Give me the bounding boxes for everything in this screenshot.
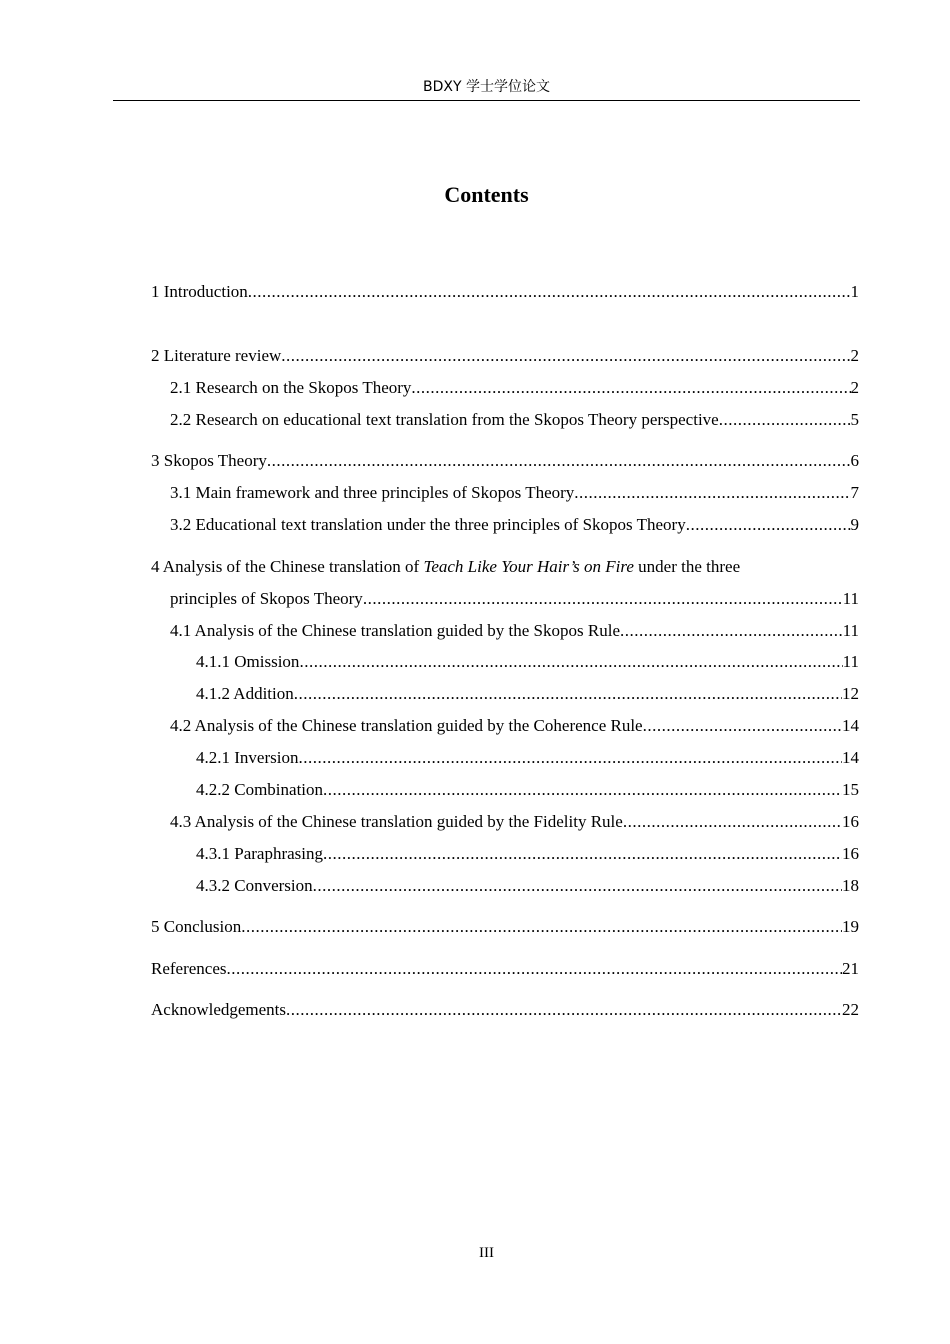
toc-entry-title: 2 Literature review (151, 346, 282, 365)
page-title: Contents (444, 182, 529, 207)
toc-entry-4-2-1[interactable] (196, 746, 859, 770)
toc-entry-page: 5 (850, 410, 859, 429)
toc-entry-4-1[interactable] (170, 619, 859, 643)
toc-entry-page: 22 (842, 1000, 859, 1019)
toc-leader-dots (299, 650, 842, 674)
toc-entry-title: 3 Skopos Theory (151, 451, 267, 470)
toc-leader-dots (363, 587, 843, 611)
toc-entry-4-3-1[interactable] (196, 842, 859, 866)
toc-entry-title: References (151, 959, 227, 978)
toc-entry-title: 4.1 Analysis of the Chinese translation guided by the Skopos Rule (170, 621, 620, 640)
page-header: BDXY 学士学位论文 (423, 79, 550, 95)
toc-leader-dots (313, 874, 842, 898)
toc-entry-references[interactable] (151, 957, 859, 981)
toc-entry-page: 18 (842, 876, 859, 895)
toc-entry-page: 1 (850, 282, 859, 301)
toc-entry-skopos-theory[interactable] (151, 449, 859, 473)
toc-entry-title: 1 Introduction (151, 282, 248, 301)
toc-entry-analysis-continuation[interactable] (170, 587, 859, 611)
toc-entry-title: 4.1.1 Omission (196, 652, 300, 671)
toc-entry-literature-review[interactable] (151, 344, 859, 368)
toc-entry-page: 7 (850, 483, 859, 502)
toc-leader-dots (294, 682, 842, 706)
toc-leader-dots (323, 842, 842, 866)
toc-entry-title: 4.1.2 Addition (196, 684, 294, 703)
toc-entry-4-1-1[interactable] (196, 650, 859, 674)
toc-leader-dots (686, 513, 851, 537)
toc-leader-dots (248, 280, 851, 304)
toc-entry-2-1[interactable] (170, 376, 859, 400)
toc-entry-page: 16 (842, 844, 859, 863)
toc-entry-title: principles of Skopos Theory (170, 589, 363, 608)
toc-leader-dots (643, 714, 842, 738)
toc-entry-title: 4 Analysis of the Chinese translation of (151, 557, 424, 576)
toc-leader-dots (623, 810, 842, 834)
toc-entry-page: 15 (842, 780, 859, 799)
toc-entry-title: 4.2.1 Inversion (196, 748, 299, 767)
toc-entry-introduction[interactable] (151, 280, 859, 304)
toc-entry-page: 11 (842, 589, 859, 608)
toc-entry-3-1[interactable] (170, 481, 859, 505)
toc-leader-dots (719, 408, 851, 432)
toc-entry-analysis-heading[interactable] (151, 555, 871, 579)
toc-entry-page: 21 (842, 959, 859, 978)
toc-entry-4-3-2[interactable] (196, 874, 859, 898)
toc-entry-3-2[interactable] (170, 513, 859, 537)
toc-leader-dots (323, 778, 842, 802)
page-number: III (479, 1245, 494, 1261)
toc-entry-title: 4.2.2 Combination (196, 780, 324, 799)
toc-entry-page: 2 (850, 346, 859, 365)
toc-leader-dots (267, 449, 851, 473)
toc-leader-dots (227, 957, 842, 981)
toc-entry-4-3[interactable] (170, 810, 859, 834)
toc-entry-page: 14 (842, 748, 859, 767)
toc-entry-page: 11 (842, 652, 859, 671)
toc-entry-title: 4.3 Analysis of the Chinese translation guided by the Fidelity Rule (170, 812, 623, 831)
toc-entry-title: 3.2 Educational text translation under the three principles of Skopos Theory (170, 515, 686, 534)
toc-entry-title: 4.3.2 Conversion (196, 876, 313, 895)
toc-leader-dots (281, 344, 850, 368)
toc-entry-title-tail: under the three (633, 557, 741, 576)
toc-entry-page: 11 (842, 621, 859, 640)
toc-entry-page: 16 (842, 812, 859, 831)
toc-entry-page: 12 (842, 684, 859, 703)
toc-leader-dots (241, 915, 842, 939)
toc-entry-2-2[interactable] (170, 408, 859, 432)
toc-entry-4-1-2[interactable] (196, 682, 859, 706)
toc-entry-title: 5 Conclusion (151, 917, 242, 936)
toc-entry-page: 14 (842, 716, 859, 735)
toc-entry-title: 4.3.1 Paraphrasing (196, 844, 324, 863)
toc-entry-conclusion[interactable] (151, 915, 859, 939)
toc-leader-dots (620, 619, 843, 643)
toc-entry-title: Acknowledgements (151, 1000, 287, 1019)
toc-leader-dots (574, 481, 850, 505)
toc-entry-acknowledgements[interactable] (151, 998, 859, 1022)
toc-entry-title: 3.1 Main framework and three principles of Skopos Theory (170, 483, 575, 502)
toc-entry-4-2[interactable] (170, 714, 859, 738)
toc-entry-title: 4.2 Analysis of the Chinese translation guided by the Coherence Rule (170, 716, 643, 735)
toc-entry-page: 2 (850, 378, 859, 397)
toc-entry-4-2-2[interactable] (196, 778, 859, 802)
toc-entry-page: 6 (850, 451, 859, 470)
toc-entry-title: 2.2 Research on educational text translation from the Skopos Theory perspective (170, 410, 719, 429)
toc-entry-page: 19 (842, 917, 859, 936)
book-title: Teach Like Your Hair’s on Fire (423, 557, 634, 576)
toc-leader-dots (298, 746, 842, 770)
toc-entry-title: 2.1 Research on the Skopos Theory (170, 378, 412, 397)
toc-leader-dots (286, 998, 842, 1022)
toc-entry-page: 9 (850, 515, 859, 534)
toc-leader-dots (411, 376, 850, 400)
